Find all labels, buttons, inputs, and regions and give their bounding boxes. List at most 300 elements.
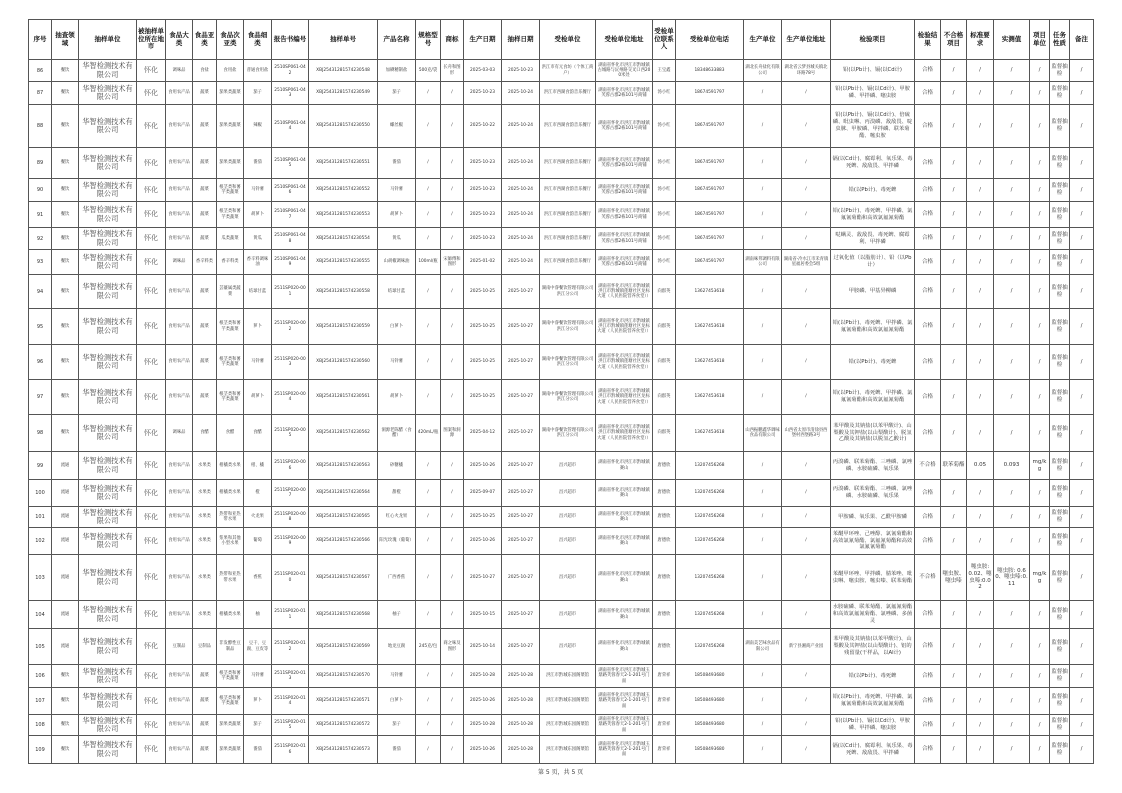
cell-food-category: 食用农产品 xyxy=(166,507,193,528)
cell-product-name: 结球甘蓝 xyxy=(378,275,416,309)
cell-domain: 流通 xyxy=(52,555,79,601)
cell-unit: / xyxy=(1030,345,1050,380)
cell-phone: 18508493680 xyxy=(676,736,744,764)
cell-food-category: 调味品 xyxy=(166,250,193,275)
cell-inspected-address: 湖南省怀化市洪江市黔城镇芙蓉古郡2栋101号商铺 xyxy=(596,105,653,148)
cell-standard: / xyxy=(967,528,994,555)
cell-production-date: 2025-10-26 xyxy=(464,528,502,555)
header-unit: 项目单位 xyxy=(1030,20,1050,60)
cell-unit: mg/kg xyxy=(1030,555,1050,601)
cell-food-detail: 食醋 xyxy=(244,415,272,452)
cell-food-detail: 柚 xyxy=(244,601,272,629)
cell-task-type: 监督抽检 xyxy=(1050,105,1070,148)
table-row xyxy=(29,715,1094,736)
cell-phone: 18674591797 xyxy=(676,250,744,275)
cell-sampling-unit: 华智检测技术有限公司 xyxy=(79,736,137,764)
cell-contact: 汤小红 xyxy=(653,82,676,105)
cell-unit: / xyxy=(1030,105,1050,148)
cell-seq: 103 xyxy=(29,555,52,601)
cell-result: 合格 xyxy=(915,688,941,715)
cell-standard: / xyxy=(967,105,994,148)
cell-food-subcategory: 蔬菜 xyxy=(193,736,217,764)
cell-failed-items: / xyxy=(941,665,967,688)
cell-food-detail: 胡萝卜 xyxy=(244,202,272,228)
cell-measured: / xyxy=(994,629,1030,665)
cell-task-type: 监督抽检 xyxy=(1050,629,1070,665)
cell-domain: 流通 xyxy=(52,452,79,480)
cell-food-category: 食用农产品 xyxy=(166,480,193,507)
header-phone: 受检单位电话 xyxy=(676,20,744,60)
cell-standard: / xyxy=(967,601,994,629)
cell-sampling-date: 2025-10-28 xyxy=(502,715,540,736)
cell-sampling-date: 2025-10-27 xyxy=(502,601,540,629)
cell-inspected-address: 湖南省怀化市洪江市黔城镇赛山 xyxy=(596,555,653,601)
cell-sample-no: XBJ25431281574230555 xyxy=(309,250,378,275)
cell-domain: 餐饮 xyxy=(52,309,79,345)
cell-manufacturer: / xyxy=(744,228,782,250)
cell-manufacturer-address: / xyxy=(782,688,831,715)
cell-sampling-date: 2025-10-27 xyxy=(502,345,540,380)
cell-result: 合格 xyxy=(915,601,941,629)
header-manufacturer: 生产单位 xyxy=(744,20,782,60)
cell-phone: 18674591797 xyxy=(676,202,744,228)
cell-manufacturer: / xyxy=(744,452,782,480)
cell-remark: / xyxy=(1070,715,1094,736)
cell-city: 怀化 xyxy=(137,250,166,275)
cell-inspected-unit: 洪江市西湖食韵音乐餐厅 xyxy=(540,148,596,179)
cell-product-name: 白萝卜 xyxy=(378,688,416,715)
cell-task-type: 监督抽检 xyxy=(1050,82,1070,105)
cell-food-subcategory: 水果类 xyxy=(193,555,217,601)
cell-production-date: 2025-10-23 xyxy=(464,228,502,250)
cell-inspected-unit: 洪江市西湖食韵音乐餐厅 xyxy=(540,105,596,148)
cell-trademark: / xyxy=(441,480,464,507)
cell-food-subcategory: 豆制品 xyxy=(193,629,217,665)
cell-contact: 唐德欣 xyxy=(653,452,676,480)
cell-food-detail: 茄子 xyxy=(244,715,272,736)
cell-sampling-date: 2025-10-27 xyxy=(502,309,540,345)
cell-unit: / xyxy=(1030,528,1050,555)
cell-trademark: / xyxy=(441,309,464,345)
cell-spec: / xyxy=(416,452,441,480)
cell-domain: 流通 xyxy=(52,629,79,665)
cell-manufacturer-address: / xyxy=(782,555,831,601)
cell-manufacturer: / xyxy=(744,82,782,105)
cell-failed-items: / xyxy=(941,202,967,228)
cell-sampling-date: 2025-10-28 xyxy=(502,665,540,688)
cell-sampling-date: 2025-10-28 xyxy=(502,688,540,715)
cell-sampling-unit: 华智检测技术有限公司 xyxy=(79,601,137,629)
cell-failed-items: / xyxy=(941,480,967,507)
cell-food-category: 食用农产品 xyxy=(166,601,193,629)
cell-city: 怀化 xyxy=(137,148,166,179)
cell-manufacturer: / xyxy=(744,480,782,507)
cell-trademark: / xyxy=(441,202,464,228)
cell-product-name: 马铃薯 xyxy=(378,345,416,380)
cell-failed-items: / xyxy=(941,528,967,555)
cell-manufacturer: / xyxy=(744,105,782,148)
cell-production-date: 2025-10-23 xyxy=(464,202,502,228)
cell-phone: 13207456268 xyxy=(676,629,744,665)
cell-contact: 汤小红 xyxy=(653,228,676,250)
header-sampling-unit: 抽样单位 xyxy=(79,20,137,60)
cell-result: 合格 xyxy=(915,715,941,736)
cell-task-type: 监督抽检 xyxy=(1050,507,1070,528)
cell-production-date: 2025-01-02 xyxy=(464,250,502,275)
cell-food-sub-subcategory: 热带和亚热带水果 xyxy=(217,555,244,601)
cell-food-sub-subcategory: 食醋 xyxy=(217,415,244,452)
cell-sampling-date: 2025-10-24 xyxy=(502,148,540,179)
cell-product-name: 马铃薯 xyxy=(378,665,416,688)
cell-domain: 餐饮 xyxy=(52,179,79,202)
cell-inspected-address: 湖南省怀化市洪江市黔城镇芙蓉古郡2栋101号商铺 xyxy=(596,179,653,202)
cell-contact: 唐荣祥 xyxy=(653,688,676,715)
cell-product-name: 白萝卜 xyxy=(378,309,416,345)
cell-product-name: 番茄 xyxy=(378,148,416,179)
cell-manufacturer: / xyxy=(744,736,782,764)
cell-trademark: 图案和洞源 xyxy=(441,415,464,452)
cell-product-name: 胡萝卜 xyxy=(378,202,416,228)
cell-report-no: 2510SP061-045 xyxy=(272,148,309,179)
cell-test-items: 水胺硫磷、联苯菊酯、氯氟氰菊酯和高效氯氟氰菊酯、氯唑磷、多菌灵 xyxy=(831,601,915,629)
cell-trademark: 长舟和图形 xyxy=(441,60,464,82)
cell-food-sub-subcategory: 食用盐 xyxy=(217,60,244,82)
cell-remark: / xyxy=(1070,555,1094,601)
cell-trademark: / xyxy=(441,345,464,380)
cell-contact: 唐德欣 xyxy=(653,528,676,555)
cell-sampling-unit: 华智检测技术有限公司 xyxy=(79,148,137,179)
cell-failed-items: / xyxy=(941,105,967,148)
cell-food-sub-subcategory: 浆果和其他小型水果 xyxy=(217,528,244,555)
cell-trademark: / xyxy=(441,601,464,629)
cell-remark: / xyxy=(1070,507,1094,528)
cell-sampling-unit: 华智检测技术有限公司 xyxy=(79,688,137,715)
cell-standard: / xyxy=(967,228,994,250)
cell-contact: 唐德欣 xyxy=(653,555,676,601)
cell-standard: / xyxy=(967,179,994,202)
table-row xyxy=(29,452,1094,480)
cell-food-sub-subcategory: 根茎类和薯芋类蔬菜 xyxy=(217,665,244,688)
cell-sampling-date: 2025-10-24 xyxy=(502,179,540,202)
cell-seq: 91 xyxy=(29,202,52,228)
cell-standard: / xyxy=(967,345,994,380)
cell-task-type: 监督抽检 xyxy=(1050,60,1070,82)
cell-measured: / xyxy=(994,179,1030,202)
table-row xyxy=(29,179,1094,202)
cell-contact: 汤小红 xyxy=(653,179,676,202)
cell-sample-no: XBJ25431281574230558 xyxy=(309,275,378,309)
cell-food-sub-subcategory: 根茎类和薯芋类蔬菜 xyxy=(217,202,244,228)
cell-sampling-unit: 华智检测技术有限公司 xyxy=(79,228,137,250)
cell-product-name: 山胡椒调味油 xyxy=(378,250,416,275)
header-manufacturer-address: 生产单位地址 xyxy=(782,20,831,60)
cell-food-sub-subcategory: 根茎类和薯芋类蔬菜 xyxy=(217,309,244,345)
cell-food-subcategory: 蔬菜 xyxy=(193,148,217,179)
cell-remark: / xyxy=(1070,601,1094,629)
cell-report-no: 2511SP020-011 xyxy=(272,601,309,629)
cell-manufacturer: / xyxy=(744,715,782,736)
cell-manufacturer: / xyxy=(744,665,782,688)
cell-inspected-address: 湖南省怀化市洪江市黔城镇古城路与沅州路交叉口西200米处 xyxy=(596,60,653,82)
cell-spec: / xyxy=(416,528,441,555)
cell-measured: 噻虫胺: 0.60、噻虫嗪:0.11 xyxy=(994,555,1030,601)
cell-food-detail: 萝卜 xyxy=(244,309,272,345)
cell-phone: 13207456268 xyxy=(676,528,744,555)
cell-standard: / xyxy=(967,415,994,452)
cell-report-no: 2511SP020-015 xyxy=(272,715,309,736)
cell-trademark: 商之味及图形 xyxy=(441,629,464,665)
cell-sampling-date: 2025-10-24 xyxy=(502,250,540,275)
cell-task-type: 监督抽检 xyxy=(1050,688,1070,715)
cell-sampling-unit: 华智检测技术有限公司 xyxy=(79,480,137,507)
table-row xyxy=(29,60,1094,82)
cell-sample-no: XBJ25431281574230567 xyxy=(309,555,378,601)
cell-standard: / xyxy=(967,82,994,105)
cell-manufacturer-address: 新宁县湘商产业园 xyxy=(782,629,831,665)
cell-food-category: 食用农产品 xyxy=(166,736,193,764)
header-production-date: 生产日期 xyxy=(464,20,502,60)
cell-remark: / xyxy=(1070,452,1094,480)
cell-task-type: 监督抽检 xyxy=(1050,202,1070,228)
cell-seq: 86 xyxy=(29,60,52,82)
cell-manufacturer-address: / xyxy=(782,148,831,179)
cell-sample-no: XBJ25431281574230562 xyxy=(309,415,378,452)
cell-product-name: 广西香蕉 xyxy=(378,555,416,601)
page-number: 第 5 页，共 5 页 xyxy=(538,769,584,776)
cell-domain: 流通 xyxy=(52,480,79,507)
cell-sampling-unit: 华智检测技术有限公司 xyxy=(79,275,137,309)
cell-food-category: 食用农产品 xyxy=(166,665,193,688)
cell-spec: / xyxy=(416,82,441,105)
cell-spec: / xyxy=(416,309,441,345)
cell-test-items: 哒螨灵、敌敌畏、毒死蜱、腐霉利、甲拌磷 xyxy=(831,228,915,250)
cell-spec: / xyxy=(416,507,441,528)
cell-remark: / xyxy=(1070,148,1094,179)
cell-food-subcategory: 蔬菜 xyxy=(193,380,217,415)
cell-seq: 87 xyxy=(29,82,52,105)
cell-sampling-date: 2025-10-24 xyxy=(502,105,540,148)
cell-sampling-date: 2025-10-27 xyxy=(502,452,540,480)
cell-test-items: 铅(以Pb计)、镉(以Cd计) xyxy=(831,60,915,82)
cell-task-type: 监督抽检 xyxy=(1050,555,1070,601)
cell-report-no: 2511SP020-016 xyxy=(272,736,309,764)
cell-food-subcategory: 蔬菜 xyxy=(193,179,217,202)
table-row xyxy=(29,148,1094,179)
cell-sample-no: XBJ25431281574230573 xyxy=(309,736,378,764)
cell-inspected-unit: 洪江市有元食坊（个体工商户） xyxy=(540,60,596,82)
cell-result: 合格 xyxy=(915,105,941,148)
cell-result: 合格 xyxy=(915,179,941,202)
cell-phone: 13207456268 xyxy=(676,452,744,480)
cell-sample-no: XBJ25431281574230560 xyxy=(309,345,378,380)
cell-contact: 向群英 xyxy=(653,345,676,380)
cell-inspected-unit: 湖南中睿餐饮管理有限公司洪江分公司 xyxy=(540,415,596,452)
cell-unit: / xyxy=(1030,202,1050,228)
cell-contact: 唐荣祥 xyxy=(653,665,676,688)
cell-food-detail: 豆干、豆腐、豆皮等 xyxy=(244,629,272,665)
cell-domain: 餐饮 xyxy=(52,665,79,688)
cell-seq: 107 xyxy=(29,688,52,715)
cell-standard: / xyxy=(967,250,994,275)
cell-contact: 向群英 xyxy=(653,380,676,415)
cell-report-no: 2510SP061-048 xyxy=(272,228,309,250)
cell-inspected-unit: 洪江市黔城东园阁菜馆 xyxy=(540,736,596,764)
cell-remark: / xyxy=(1070,480,1094,507)
cell-phone: 13627453618 xyxy=(676,275,744,309)
cell-food-subcategory: 蔬菜 xyxy=(193,228,217,250)
cell-spec: / xyxy=(416,179,441,202)
cell-seq: 106 xyxy=(29,665,52,688)
cell-sampling-date: 2025-10-27 xyxy=(502,480,540,507)
cell-report-no: 2511SP020-005 xyxy=(272,415,309,452)
cell-test-items: 铅(以Pb计)、毒死蜱 xyxy=(831,179,915,202)
cell-domain: 餐饮 xyxy=(52,736,79,764)
cell-failed-items: 噻虫胺、噻虫嗪 xyxy=(941,555,967,601)
cell-seq: 104 xyxy=(29,601,52,629)
cell-phone: 18674591797 xyxy=(676,179,744,202)
cell-product-name: 番茄 xyxy=(378,736,416,764)
cell-manufacturer-address: / xyxy=(782,528,831,555)
cell-spec: / xyxy=(416,715,441,736)
cell-report-no: 2510SP061-049 xyxy=(272,250,309,275)
cell-trademark: / xyxy=(441,82,464,105)
cell-seq: 99 xyxy=(29,452,52,480)
cell-task-type: 监督抽检 xyxy=(1050,480,1070,507)
cell-product-name: 甜橙 xyxy=(378,480,416,507)
cell-food-detail: 橙 xyxy=(244,480,272,507)
cell-spec: 245克/包 xyxy=(416,629,441,665)
cell-phone: 13207456268 xyxy=(676,601,744,629)
cell-standard: / xyxy=(967,60,994,82)
cell-sample-no: XBJ25431281574230572 xyxy=(309,715,378,736)
cell-standard: / xyxy=(967,148,994,179)
cell-unit: / xyxy=(1030,688,1050,715)
cell-inspected-unit: 洪江市西湖食韵音乐餐厅 xyxy=(540,82,596,105)
header-inspected-unit: 受检单位 xyxy=(540,20,596,60)
cell-failed-items: / xyxy=(941,250,967,275)
cell-seq: 108 xyxy=(29,715,52,736)
cell-sampling-unit: 华智检测技术有限公司 xyxy=(79,105,137,148)
cell-sample-no: XBJ25431281574230559 xyxy=(309,309,378,345)
cell-production-date: 2025-10-15 xyxy=(464,601,502,629)
cell-sample-no: XBJ25431281574230563 xyxy=(309,452,378,480)
cell-contact: 汤小红 xyxy=(653,250,676,275)
cell-city: 怀化 xyxy=(137,105,166,148)
cell-report-no: 2511SP020-009 xyxy=(272,528,309,555)
cell-food-subcategory: 蔬菜 xyxy=(193,275,217,309)
cell-manufacturer-address: / xyxy=(782,601,831,629)
cell-food-subcategory: 食盐 xyxy=(193,60,217,82)
cell-report-no: 2511SP020-004 xyxy=(272,380,309,415)
cell-inspected-unit: 昌兴超市 xyxy=(540,480,596,507)
cell-food-category: 食用农产品 xyxy=(166,555,193,601)
cell-spec: / xyxy=(416,345,441,380)
cell-measured: 0.093 xyxy=(994,452,1030,480)
cell-report-no: 2511SP020-007 xyxy=(272,480,309,507)
cell-inspected-unit: 湖南中睿餐饮管理有限公司洪江分公司 xyxy=(540,345,596,380)
cell-sample-no: XBJ25431281574230550 xyxy=(309,105,378,148)
cell-city: 怀化 xyxy=(137,507,166,528)
table-row xyxy=(29,688,1094,715)
cell-remark: / xyxy=(1070,202,1094,228)
cell-food-sub-subcategory: 芸薹属类蔬菜 xyxy=(217,275,244,309)
cell-contact: 向群英 xyxy=(653,275,676,309)
table-row xyxy=(29,507,1094,528)
cell-production-date: 2025-10-23 xyxy=(464,179,502,202)
cell-domain: 餐饮 xyxy=(52,275,79,309)
cell-task-type: 监督抽检 xyxy=(1050,452,1070,480)
cell-unit: / xyxy=(1030,60,1050,82)
header-food-category: 食品大类 xyxy=(166,20,193,60)
cell-result: 合格 xyxy=(915,148,941,179)
cell-contact: 向群英 xyxy=(653,415,676,452)
cell-manufacturer: / xyxy=(744,601,782,629)
cell-production-date: 2025-10-25 xyxy=(464,345,502,380)
cell-manufacturer: 山西振鹏鑫华调味食品有限公司 xyxy=(744,415,782,452)
cell-domain: 流通 xyxy=(52,507,79,528)
cell-food-category: 调味品 xyxy=(166,415,193,452)
cell-food-category: 食用农产品 xyxy=(166,202,193,228)
cell-phone: 18674591797 xyxy=(676,148,744,179)
cell-inspected-unit: 洪江市黔城东园阁菜馆 xyxy=(540,715,596,736)
cell-test-items: 镉(以Cd计)、腐霉利、氧乐果、毒死蜱、敌敌畏、甲拌磷 xyxy=(831,148,915,179)
cell-sampling-unit: 华智检测技术有限公司 xyxy=(79,528,137,555)
cell-task-type: 监督抽检 xyxy=(1050,309,1070,345)
cell-domain: 餐饮 xyxy=(52,228,79,250)
cell-trademark: / xyxy=(441,148,464,179)
cell-production-date: 2025-10-28 xyxy=(464,665,502,688)
cell-sampling-date: 2025-10-27 xyxy=(502,555,540,601)
table-row xyxy=(29,528,1094,555)
cell-failed-items: / xyxy=(941,601,967,629)
cell-city: 怀化 xyxy=(137,60,166,82)
cell-inspected-unit: 昌兴超市 xyxy=(540,601,596,629)
cell-report-no: 2510SP061-042 xyxy=(272,60,309,82)
cell-failed-items: / xyxy=(941,60,967,82)
cell-product-name: 砂糖橘 xyxy=(378,452,416,480)
cell-food-subcategory: 水果类 xyxy=(193,452,217,480)
cell-spec: / xyxy=(416,202,441,228)
cell-test-items: 苯醚甲环唑、己唑醇、氯氰菊酯和高效氯氰菊酯、氯氟氰菊酯和高效氯氟氰菊酯 xyxy=(831,528,915,555)
header-food-sub-subcategory: 食品次亚类 xyxy=(217,20,244,60)
cell-remark: / xyxy=(1070,528,1094,555)
cell-sample-no: XBJ25431281574230570 xyxy=(309,665,378,688)
cell-report-no: 2510SP061-046 xyxy=(272,179,309,202)
cell-food-detail: 马铃薯 xyxy=(244,345,272,380)
table-row xyxy=(29,736,1094,764)
cell-inspected-address: 湖南省怀化市洪江市黔城镇洪江市黔城镇莲塘社区龙标大道（人民医院营养食堂）） xyxy=(596,275,653,309)
cell-manufacturer-address: / xyxy=(782,507,831,528)
cell-manufacturer-address: 湖南省-冷水江市禾青镇星福居委会5组 xyxy=(782,250,831,275)
cell-standard: / xyxy=(967,202,994,228)
cell-food-detail: 番茄 xyxy=(244,148,272,179)
header-sample-no: 抽样单号 xyxy=(309,20,378,60)
cell-contact: 王宝鑫 xyxy=(653,60,676,82)
cell-result: 合格 xyxy=(915,309,941,345)
cell-city: 怀化 xyxy=(137,528,166,555)
cell-manufacturer-address: / xyxy=(782,105,831,148)
cell-unit: / xyxy=(1030,480,1050,507)
cell-city: 怀化 xyxy=(137,309,166,345)
cell-inspected-address: 湖南省怀化市洪江市黔城镇芙蓉古郡2栋101号商铺 xyxy=(596,202,653,228)
cell-result: 合格 xyxy=(915,345,941,380)
cell-production-date: 2025-09-07 xyxy=(464,480,502,507)
cell-seq: 90 xyxy=(29,179,52,202)
cell-test-items: 铅(以Pb计)、毒死蜱、甲拌磷、氯氟氰菊酯和高效氯氟氰菊酯 xyxy=(831,380,915,415)
cell-unit: / xyxy=(1030,665,1050,688)
cell-city: 怀化 xyxy=(137,82,166,105)
cell-task-type: 监督抽检 xyxy=(1050,415,1070,452)
